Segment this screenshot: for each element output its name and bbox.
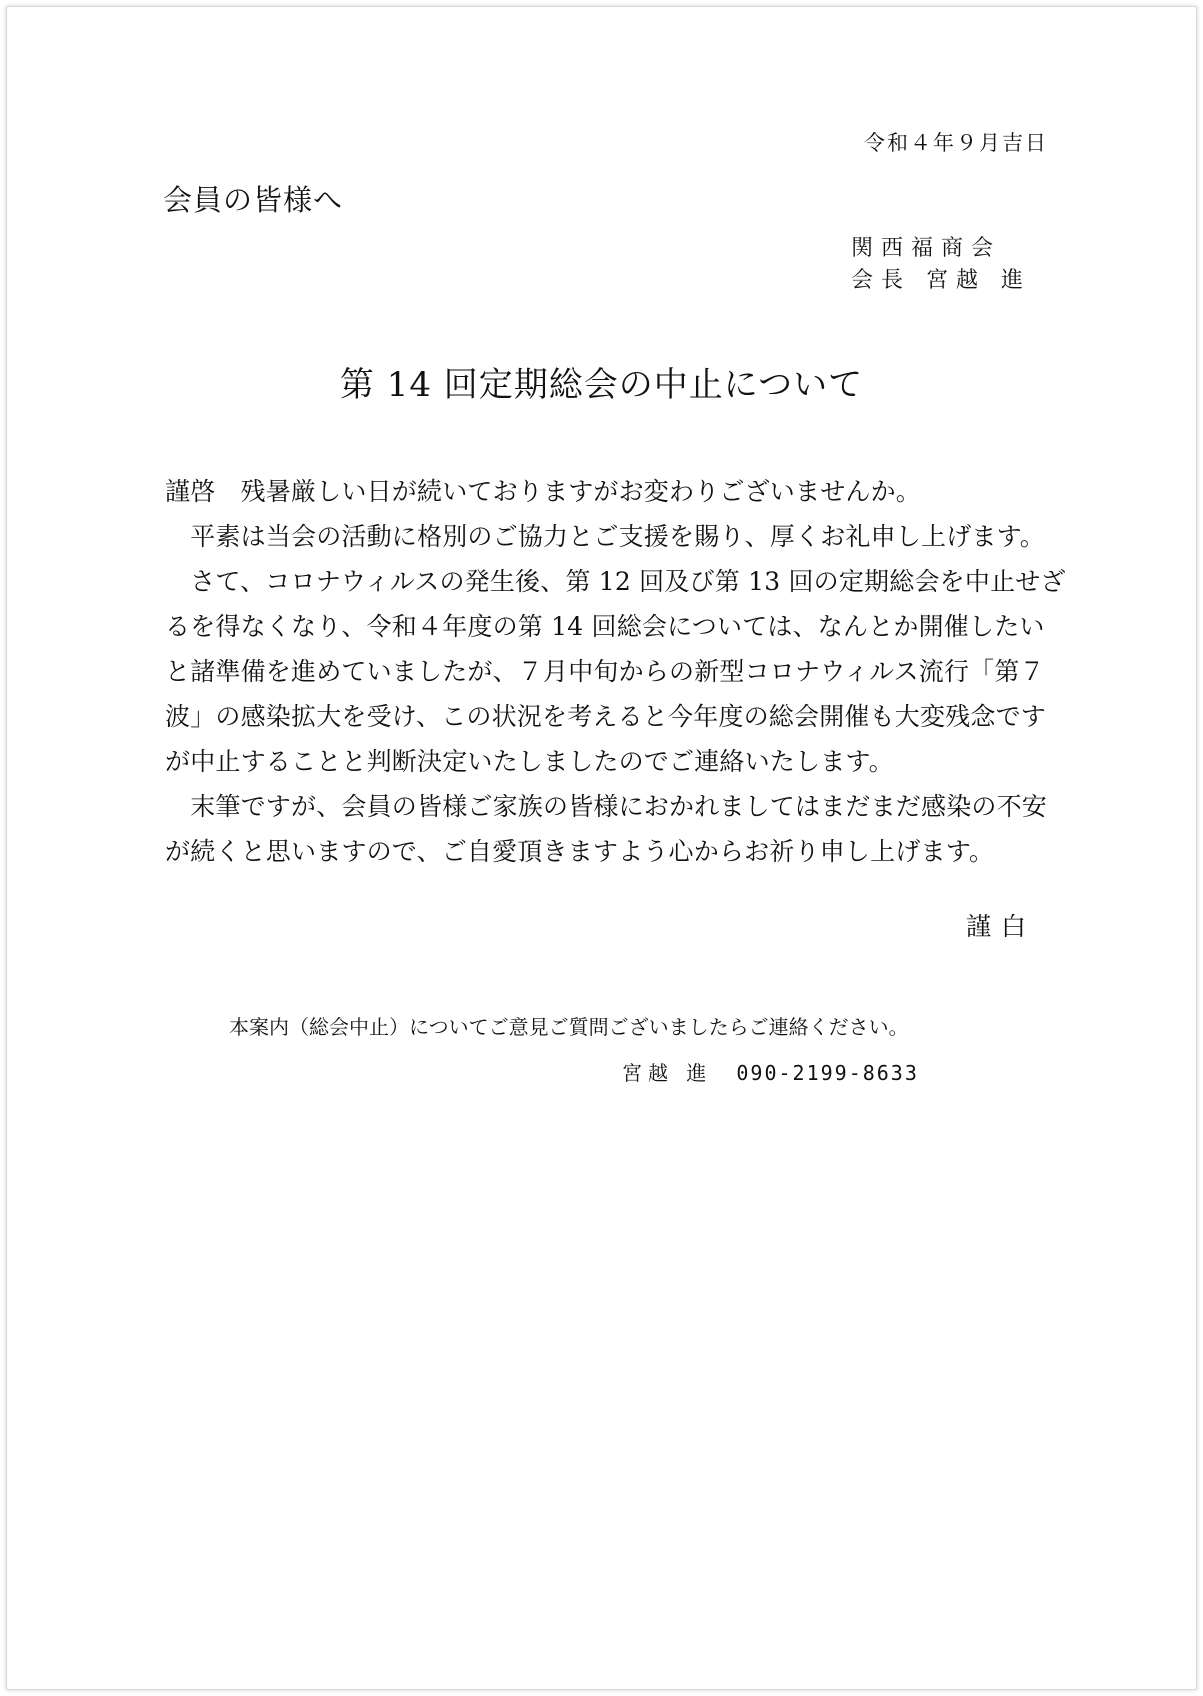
body-line: 波」の感染拡大を受け、この状況を考えると今年度の総会開催も大変残念です <box>165 702 1047 731</box>
contact-name: 宮越 進 <box>622 1061 713 1085</box>
letter-body <box>165 469 1066 874</box>
closing-salutation: 謹白 <box>965 912 1036 941</box>
document-title: 第 14 回定期総会の中止について <box>339 365 864 405</box>
body-line: 末筆ですが、会員の皆様ご家族の皆様におかれましてはまだまだ感染の不安 <box>165 792 1048 821</box>
body-line: が続くと思いますので、ご自愛頂きますよう心からお祈り申し上げます。 <box>165 837 995 866</box>
sender-organization: 関西福商会 <box>851 236 1002 261</box>
contact-line <box>622 1057 919 1086</box>
body-line: 謹啓 残暑厳しい日が続いておりますがお変わりございませんか。 <box>165 477 922 506</box>
contact-phone: 090-2199-8633 <box>736 1061 919 1085</box>
sender-name: 会長 宮越 進 <box>851 268 1031 293</box>
body-line: るを得なくなり、令和４年度の第 14 回総会については、なんとか開催したい <box>165 612 1045 641</box>
letter-date: 令和４年９月吉日 <box>864 131 1048 155</box>
body-line: と諸準備を進めていましたが、７月中旬からの新型コロナウィルス流行「第７ <box>165 657 1045 686</box>
body-line: 平素は当会の活動に格別のご協力とご支援を賜り、厚くお礼申し上げます。 <box>165 522 1046 551</box>
body-line: が中止することと判断決定いたしましたのでご連絡いたします。 <box>165 747 894 776</box>
document-page <box>6 6 1197 1690</box>
inquiry-note: 本案内（総会中止）についてご意見ご質問ございましたらご連絡ください。 <box>229 1015 909 1039</box>
body-line: さて、コロナウィルスの発生後、第 12 回及び第 13 回の定期総会を中止せざ <box>165 567 1066 596</box>
addressee: 会員の皆様へ <box>163 183 344 217</box>
sender-block <box>851 233 1031 297</box>
